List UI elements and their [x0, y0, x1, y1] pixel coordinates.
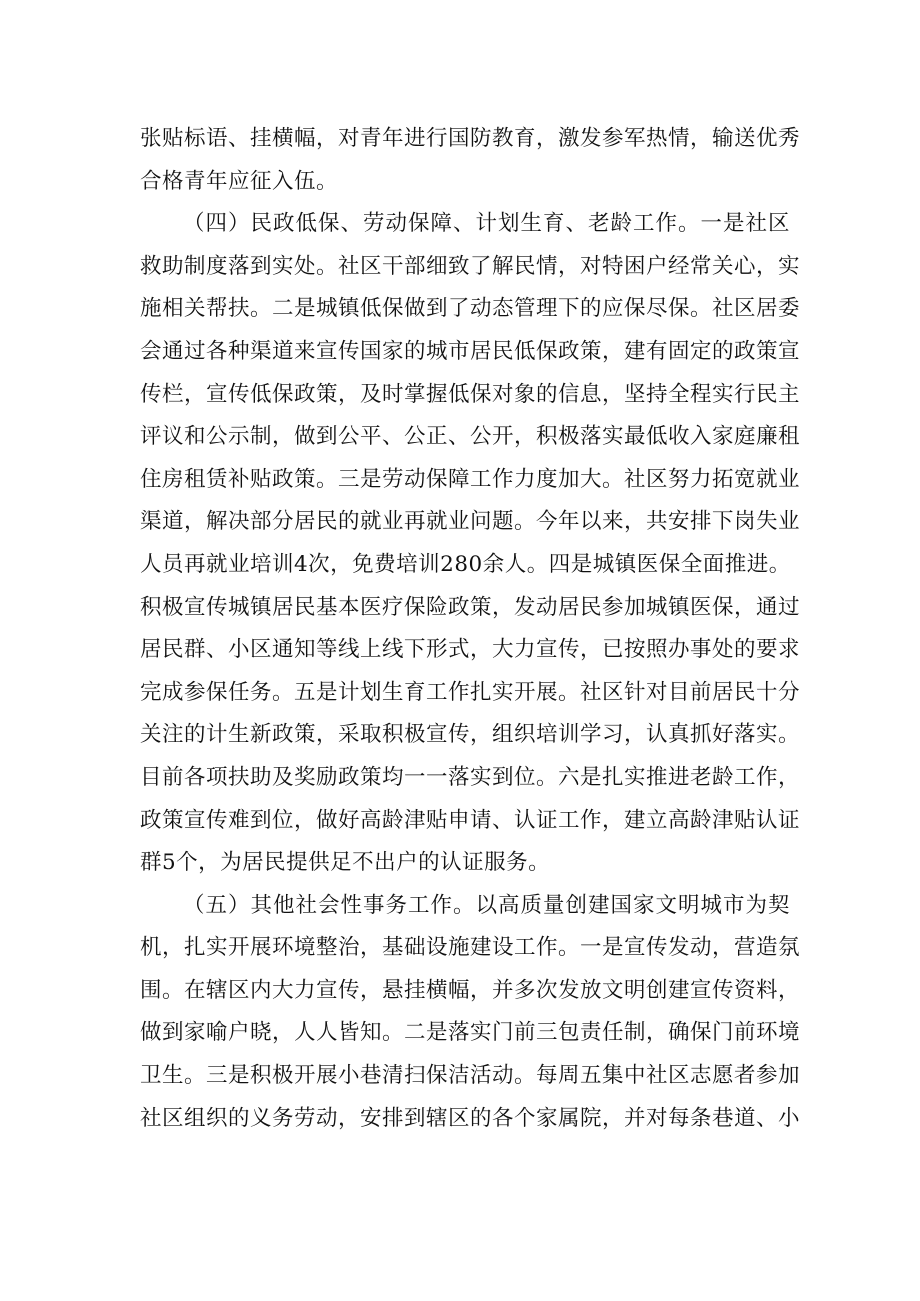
text-line: 救助制度落到实处。社区干部细致了解民情，对特困户经常关心，实 [140, 253, 801, 279]
text-line: 积极宣传城镇居民基本医疗保险政策，发动居民参加城镇医保，通过 [140, 594, 801, 620]
text-line: 完成参保任务。五是计划生育工作扎实开展。社区针对目前居民十分 [140, 679, 801, 705]
text-line: 施相关帮扶。二是城镇低保做到了动态管理下的应保尽保。社区居委 [140, 296, 801, 322]
text-line: 渠道，解决部分居民的就业再就业问题。今年以来，共安排下岗失业 [140, 509, 801, 535]
text-line: 人员再就业培训4次，免费培训280余人。四是城镇医保全面推进。 [140, 551, 791, 577]
text-line: 围。在辖区内大力宣传，悬挂横幅，并多次发放文明创建宣传资料， [140, 977, 801, 1003]
paragraph-first-line: （四）民政低保、劳动保障、计划生育、老龄工作。一是社区 [183, 211, 790, 237]
text-line: 会通过各种渠道来宣传国家的城市居民低保政策，建有固定的政策宣 [140, 338, 801, 364]
paragraph-first-line: （五）其他社会性事务工作。以高质量创建国家文明城市为契 [183, 892, 790, 918]
text-line: 关注的计生新政策，采取积极宣传，组织培训学习，认真抓好落实。 [140, 722, 801, 748]
text-line: 政策宣传难到位，做好高龄津贴申请、认证工作，建立高龄津贴认证 [140, 807, 801, 833]
text-line: 社区组织的义务劳动，安排到辖区的各个家属院，并对每条巷道、小 [140, 1105, 801, 1131]
text-line: 做到家喻户晓，人人皆知。二是落实门前三包责任制，确保门前环境 [140, 1020, 801, 1046]
paragraph-section-5 [140, 885, 801, 1141]
paragraph-section-4 [140, 203, 801, 885]
text-line: 群5个，为居民提供足不出户的认证服务。 [140, 850, 551, 876]
text-line: 合格青年应征入伍。 [140, 168, 339, 194]
text-line: 卫生。三是积极开展小巷清扫保洁活动。每周五集中社区志愿者参加 [140, 1063, 801, 1089]
text-line: 居民群、小区通知等线上线下形式，大力宣传，已按照办事处的要求 [140, 637, 801, 663]
paragraph-continuation [140, 118, 801, 203]
text-line: 张贴标语、挂横幅，对青年进行国防教育，激发参军热情，输送优秀 [140, 126, 801, 151]
text-line: 机，扎实开展环境整治，基础设施建设工作。一是宣传发动，营造氛 [140, 935, 801, 961]
text-line: 传栏，宣传低保政策，及时掌握低保对象的信息，坚持全程实行民主 [140, 381, 801, 407]
text-line: 住房租赁补贴政策。三是劳动保障工作力度加大。社区努力拓宽就业 [140, 466, 801, 492]
body-text [140, 118, 801, 1140]
text-line: 评议和公示制，做到公平、公正、公开，积极落实最低收入家庭廉租 [140, 424, 801, 450]
text-line: 目前各项扶助及奖励政策均一一落实到位。六是扎实推进老龄工作， [140, 764, 801, 790]
